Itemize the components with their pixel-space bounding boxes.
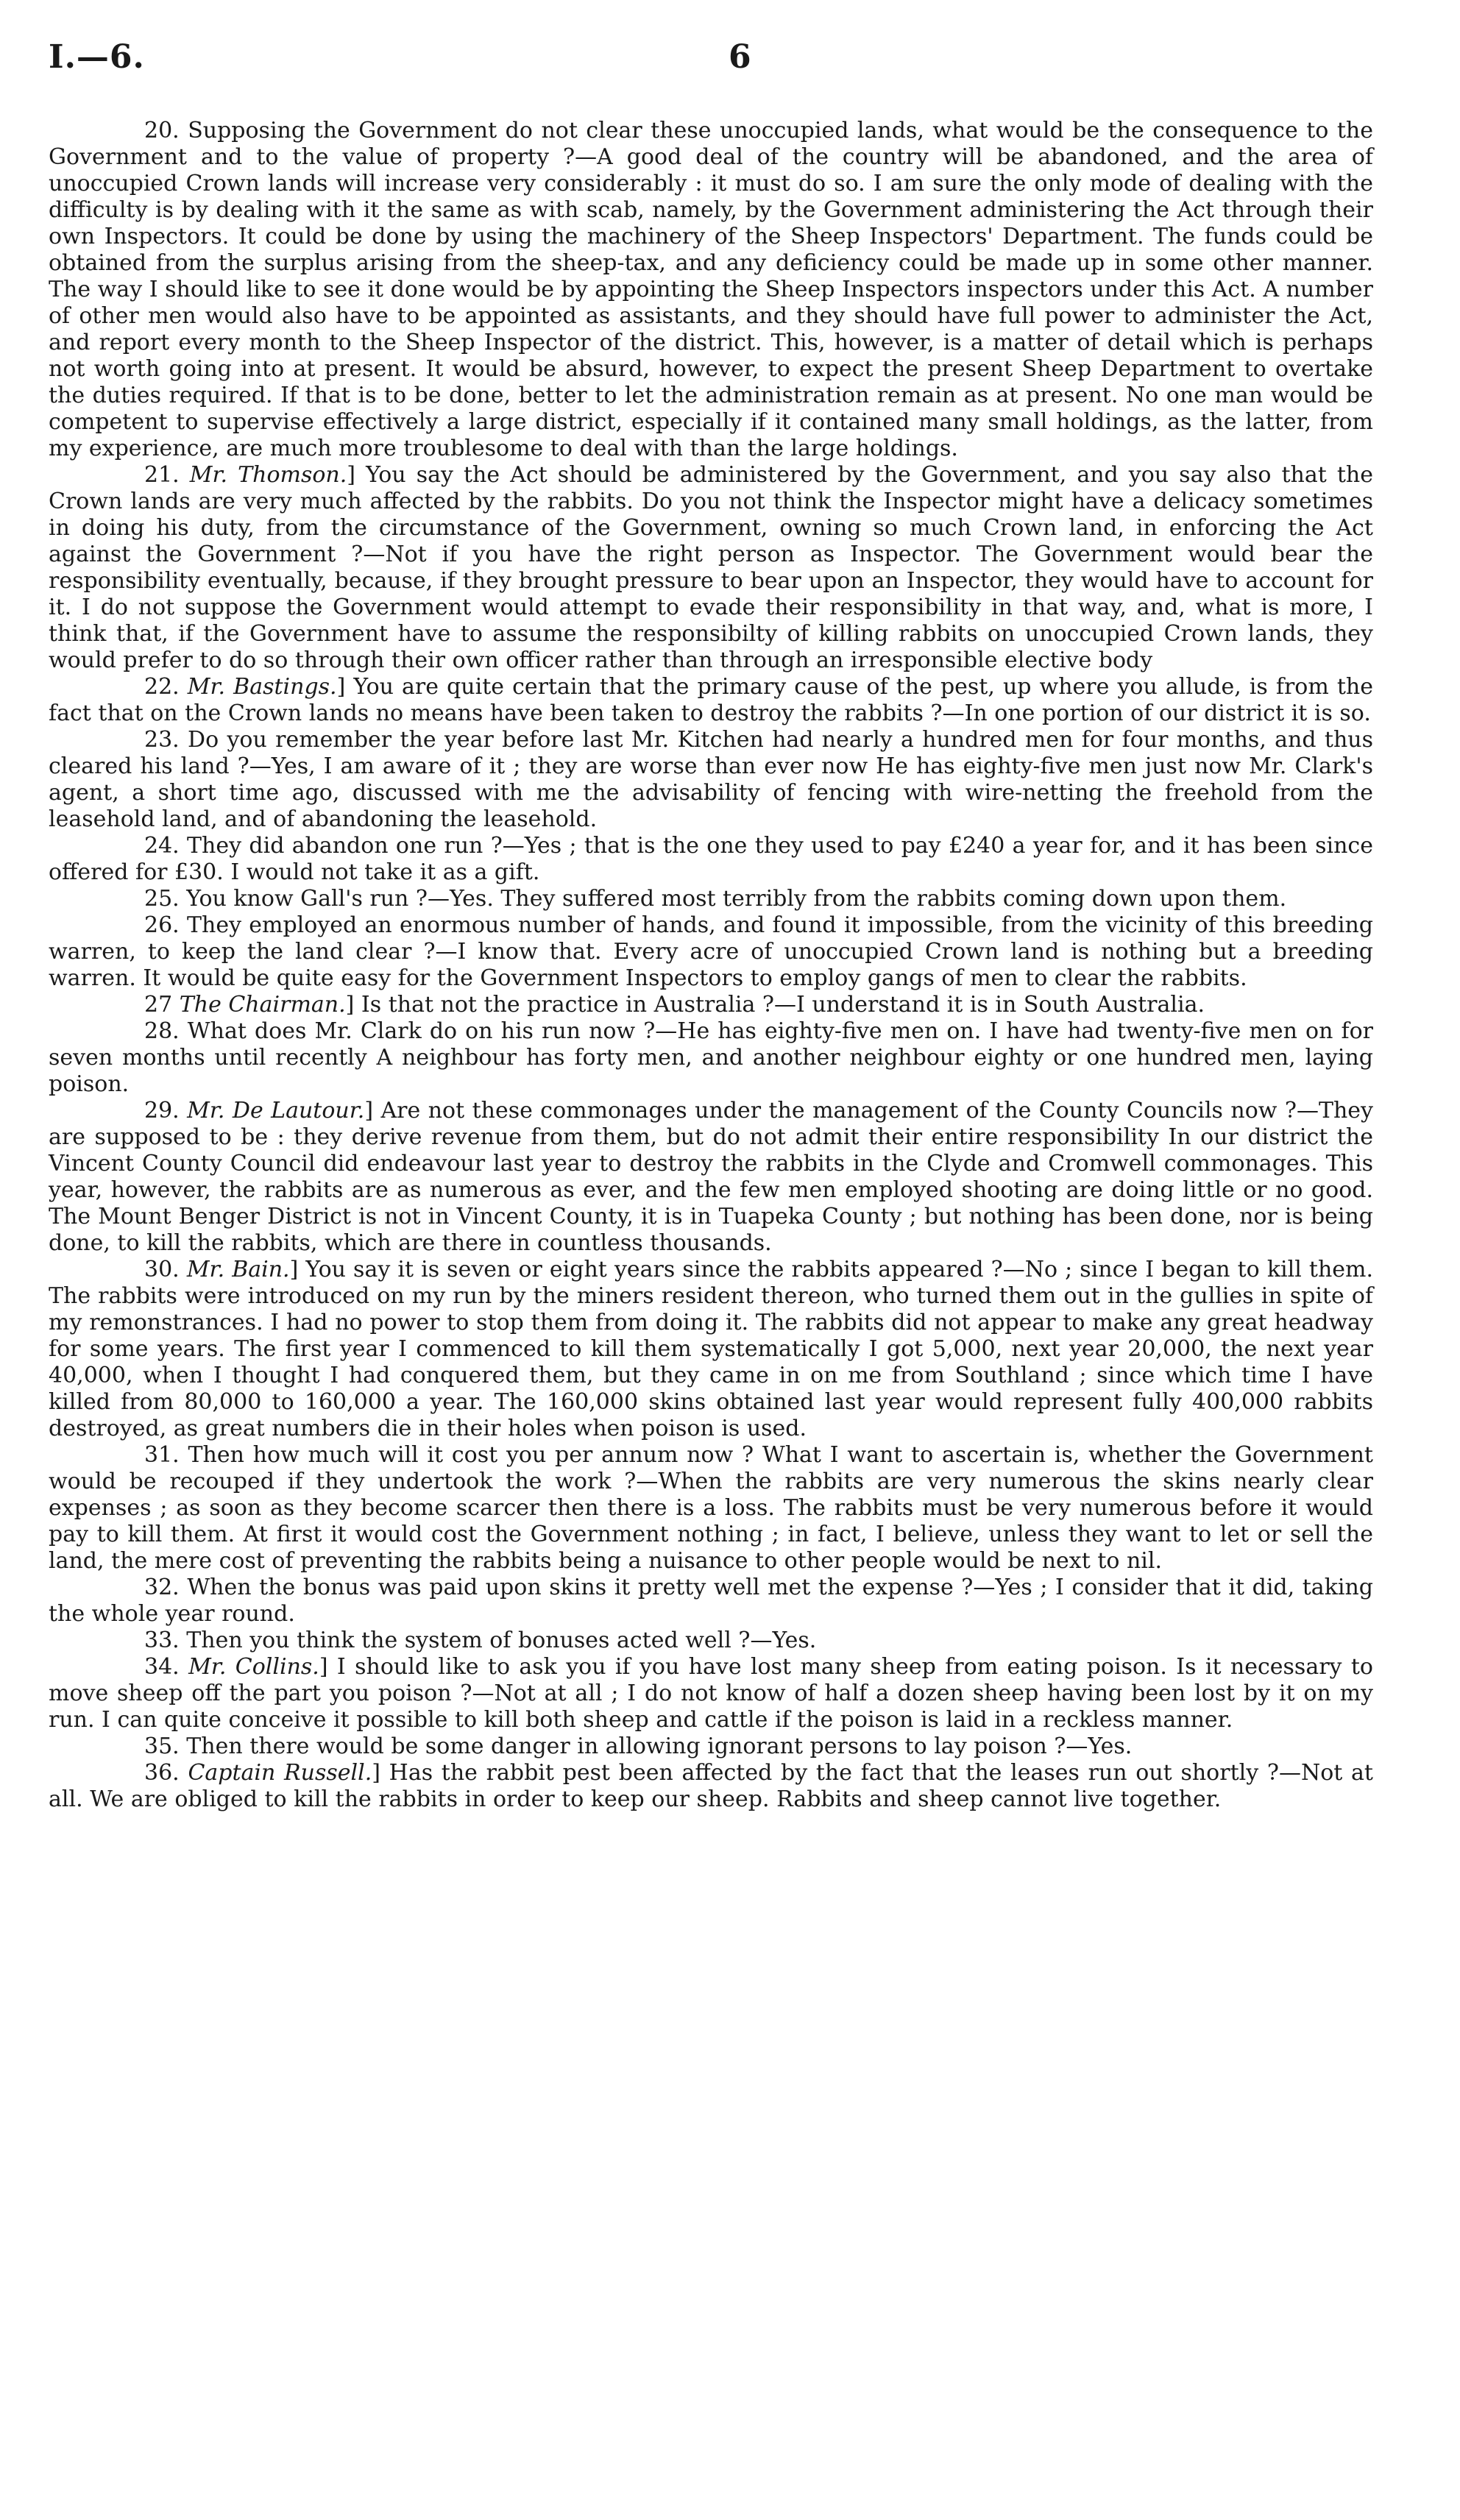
- paragraph-text: Then there would be some danger in allowing ignorant persons to lay poison ?—Yes.: [186, 1733, 1133, 1759]
- paragraph-number: 26.: [144, 912, 180, 938]
- paragraph-text: Do you remember the year before last Mr. Kitchen had nearly a hundred men for four months, and thus cleared his land ?—Yes, I am aware of it ; they are worse than ever now He has eighty-five men just now Mr. Clark's agent, a short time ago, discussed with me the advisability of fencing with wire-netting the freehold from the leasehold land, and of abandoning the leasehold.: [49, 727, 1373, 832]
- paragraph-text: They did abandon one run ?—Yes ; that is the one they used to pay £240 a year for, and it has been since offered for £30. I would not take it as a gift.: [49, 833, 1373, 885]
- speaker-name: Captain Russell.: [188, 1760, 372, 1786]
- document-body: [49, 118, 1373, 1813]
- paragraph: 34. Mr. Collins.] I should like to ask you if you have lost many sheep from eating poison. Is it necessary to move sheep off the part you poison ?—Not at all ; I do not know of half a dozen sheep having been lost by it on my run. I can quite conceive it possible to kill both sheep and cattle if the poison is laid in a reckless manner.: [49, 1654, 1373, 1733]
- paragraph-text: Then you think the system of bonuses acted well ?—Yes.: [186, 1628, 817, 1653]
- paragraph: [49, 1733, 1373, 1760]
- paragraph-text: You are quite certain that the primary cause of the pest, up where you allude, is from the fact that on the Crown lands no means have been taken to destroy the rabbits ?—In one portion of our district it is so.: [49, 674, 1374, 726]
- paragraph-number: 32.: [144, 1575, 180, 1600]
- paragraph-text: Are not these commonages under the management of the County Councils now ?—They are supposed to be : they derive revenue from them, but do not admit their entire responsibility In our district the Vincent County Council did endeavour last year to destroy the rabbits in the Clyde and Cromwell commonages. This year, however, the rabbits are as numerous as ever, and the few men employed shooting are doing little or no good. The Mount Benger District is not in Vincent County, it is in Tuapeka County ; but nothing has been done, nor is being done, to kill the rabbits, which are there in countless thousands.: [49, 1098, 1374, 1256]
- paragraph-number: 25.: [144, 886, 180, 912]
- paragraph: [49, 912, 1373, 992]
- paragraph-number: 20.: [144, 118, 180, 143]
- paragraph-text: You say the Act should be administered by the Government, and you say also that the Crown lands are very much affected by the rabbits. Do you not think the Inspector might have a delicacy sometimes in doing his duty, from the circumstance of the Government, owning so much Crown land, in enforcing the Act against the Government ?—Not if you have the right person as Inspector. The Government would bear the responsibility eventually, because, if they brought pressure to bear upon an Inspector, they would have to account for it. I do not suppose the Government would attempt to evade their responsibility in that way, and, what is more, I think that, if the Government have to assume the responsibilty of killing rabbits on unoccupied Crown lands, they would prefer to do so through their own officer rather than through an irresponsible elective body: [49, 462, 1373, 673]
- paragraph: [49, 1442, 1373, 1575]
- paragraph-number: 30.: [144, 1257, 180, 1282]
- paragraph: [49, 1575, 1373, 1628]
- paragraph-text: They employed an enormous number of hands, and found it impossible, from the vicinity of this breeding warren, to keep the land clear ?—I know that. Every acre of unoccupied Crown land is nothing but a breeding warren. It would be quite easy for the Government Inspectors to employ gangs of men to clear the rabbits.: [49, 912, 1373, 991]
- paragraph: [49, 727, 1373, 833]
- paragraph-number: 24.: [144, 833, 180, 859]
- document-reference: I.—6.: [49, 38, 145, 76]
- paragraph-text: Supposing the Government do not clear these unoccupied lands, what would be the consequence to the Government and to the value of property ?—A good deal of the country will be abandoned, and the area of unoccupied Crown lands will increase very considerably : it must do so. I am sure the only mode of dealing with the difficulty is by dealing with it the same as with scab, namely, by the Government administering the Act through their own Inspectors. It could be done by using the machinery of the Sheep Inspectors' Department. The funds could be obtained from the surplus arising from the sheep-tax, and any deficiency could be made up in some other manner. The way I should like to see it done would be by appointing the Sheep Inspectors inspectors under this Act. A number of other men would also have to be appointed as assistants, and they should have full power to administer the Act, and report every month to the Sheep Inspector of the district. This, however, is a matter of detail which is perhaps not worth going into at present. It would be absurd, however, to expect the present Sheep Department to overtake the duties required. If that is to be done, better to let the administration remain as at present. No one man would be competent to supervise effectively a large district, especially if it contained many small holdings, as the latter, from my experience, are much more troublesome to deal with than the large holdings.: [49, 118, 1373, 461]
- speaker-name: Mr. Bain.: [186, 1257, 290, 1282]
- paragraph-text: What does Mr. Clark do on his run now ?—He has eighty-five men on. I have had twenty-five men on for seven months until recently A neighbour has forty men, and another neighbour eighty or one hundred men, laying poison.: [49, 1018, 1373, 1097]
- paragraph-number: 35.: [144, 1733, 180, 1759]
- paragraph-text: You know Gall's run ?—Yes. They suffered most terribly from the rabbits coming down upon them.: [186, 886, 1287, 912]
- paragraph: [49, 886, 1373, 912]
- paragraph: 21. Mr. Thomson.] You say the Act should be administered by the Government, and you say also that the Crown lands are very much affected by the rabbits. Do you not think the Inspector might have a delicacy sometimes in doing his duty, from the circumstance of the Government, owning so much Crown land, in enforcing the Act against the Government ?—Not if you have the right person as Inspector. The Government would bear the responsibility eventually, because, if they brought pressure to bear upon an Inspector, they would have to account for it. I do not suppose the Government would attempt to evade their responsibility in that way, and, what is more, I think that, if the Government have to assume the responsibilty of killing rabbits on unoccupied Crown lands, they would prefer to do so through their own officer rather than through an irresponsible elective body: [49, 462, 1373, 673]
- paragraph: [49, 1018, 1373, 1098]
- paragraph: [49, 118, 1373, 462]
- paragraph-text: When the bonus was paid upon skins it pretty well met the expense ?—Yes ; I consider that it did, taking the whole year round.: [49, 1575, 1373, 1627]
- paragraph-number: 34.: [144, 1654, 180, 1680]
- speaker-name: Mr. Thomson.: [189, 462, 347, 488]
- page-number: 6: [729, 38, 751, 76]
- paragraph: 27 The Chairman.] Is that not the practice in Australia ?—I understand it is in South Australia.: [144, 992, 1205, 1018]
- paragraph: 29. Mr. De Lautour.] Are not these commonages under the management of the County Councils now ?—They are supposed to be : they derive revenue from them, but do not admit their entire responsibility In our district the Vincent County Council did endeavour last year to destroy the rabbits in the Clyde and Cromwell commonages. This year, however, the rabbits are as numerous as ever, and the few men employed shooting are doing little or no good. The Mount Benger District is not in Vincent County, it is in Tuapeka County ; but nothing has been done, nor is being done, to kill the rabbits, which are there in countless thousands.: [49, 1098, 1374, 1256]
- speaker-name: Mr. Collins.: [188, 1654, 319, 1680]
- paragraph-number: 36.: [144, 1760, 180, 1786]
- page-header: [49, 38, 1373, 82]
- paragraph-number: 27: [144, 992, 173, 1018]
- paragraph-number: 21.: [144, 462, 180, 488]
- paragraph-number: 28.: [144, 1018, 180, 1044]
- paragraph: 22. Mr. Bastings.] You are quite certain that the primary cause of the pest, up where you allude, is from the fact that on the Crown lands no means have been taken to destroy the rabbits ?—In one portion of our district it is so.: [49, 674, 1374, 726]
- speaker-name: The Chairman.: [179, 992, 346, 1018]
- speaker-name: Mr. Bastings.: [187, 674, 337, 700]
- paragraph-number: 31.: [144, 1442, 180, 1468]
- paragraph-number: 23.: [144, 727, 180, 753]
- paragraph-number: 22.: [144, 674, 180, 700]
- paragraph-number: 29.: [144, 1098, 180, 1124]
- paragraph: 30. Mr. Bain.] You say it is seven or eight years since the rabbits appeared ?—No ; since I began to kill them. The rabbits were introduced on my run by the miners resident thereon, who turned them out in the gullies in spite of my remonstrances. I had no power to stop them from doing it. The rabbits did not appear to make any great headway for some years. The first year I commenced to kill them systematically I got 5,000, next year 20,000, the next year 40,000, when I thought I had conquered them, but they came in on me from Southland ; since which time I have killed from 80,000 to 160,000 a year. The 160,000 skins obtained last year would represent fully 400,000 rabbits destroyed, as great numbers die in their holes when poison is used.: [49, 1257, 1373, 1441]
- paragraph-number: 33.: [144, 1628, 180, 1653]
- paragraph: [49, 1628, 1373, 1654]
- paragraph: [49, 833, 1373, 886]
- paragraph-text: Has the rabbit pest been affected by the fact that the leases run out shortly ?—Not at all. We are obliged to kill the rabbits in order to keep our sheep. Rabbits and sheep cannot live together.: [49, 1760, 1373, 1812]
- paragraph-text: You say it is seven or eight years since the rabbits appeared ?—No ; since I began to kill them. The rabbits were introduced on my run by the miners resident thereon, who turned them out in the gullies in spite of my remonstrances. I had no power to stop them from doing it. The rabbits did not appear to make any great headway for some years. The first year I commenced to kill them systematically I got 5,000, next year 20,000, the next year 40,000, when I thought I had conquered them, but they came in on me from Southland ; since which time I have killed from 80,000 to 160,000 a year. The 160,000 skins obtained last year would represent fully 400,000 rabbits destroyed, as great numbers die in their holes when poison is used.: [49, 1257, 1373, 1441]
- paragraph-text: Is that not the practice in Australia ?—I understand it is in South Australia.: [361, 992, 1205, 1018]
- paragraph-text: Then how much will it cost you per annum now ? What I want to ascertain is, whether the Government would be recouped if they undertook the work ?—When the rabbits are very numerous the skins nearly clear expenses ; as soon as they become scarcer then there is a loss. The rabbits must be very numerous before it would pay to kill them. At first it would cost the Government nothing ; in fact, I believe, unless they want to let or sell the land, the mere cost of preventing the rabbits being a nuisance to other people would be next to nil.: [49, 1442, 1373, 1574]
- paragraph: 36. Captain Russell.] Has the rabbit pest been affected by the fact that the leases run out shortly ?—Not at all. We are obliged to kill the rabbits in order to keep our sheep. Rabbits and sheep cannot live together.: [49, 1760, 1373, 1812]
- paragraph-text: I should like to ask you if you have lost many sheep from eating poison. Is it necessary to move sheep off the part you poison ?—Not at all ; I do not know of half a dozen sheep having been lost by it on my run. I can quite conceive it possible to kill both sheep and cattle if the poison is laid in a reckless manner.: [49, 1654, 1373, 1733]
- speaker-name: Mr. De Lautour.: [187, 1098, 365, 1124]
